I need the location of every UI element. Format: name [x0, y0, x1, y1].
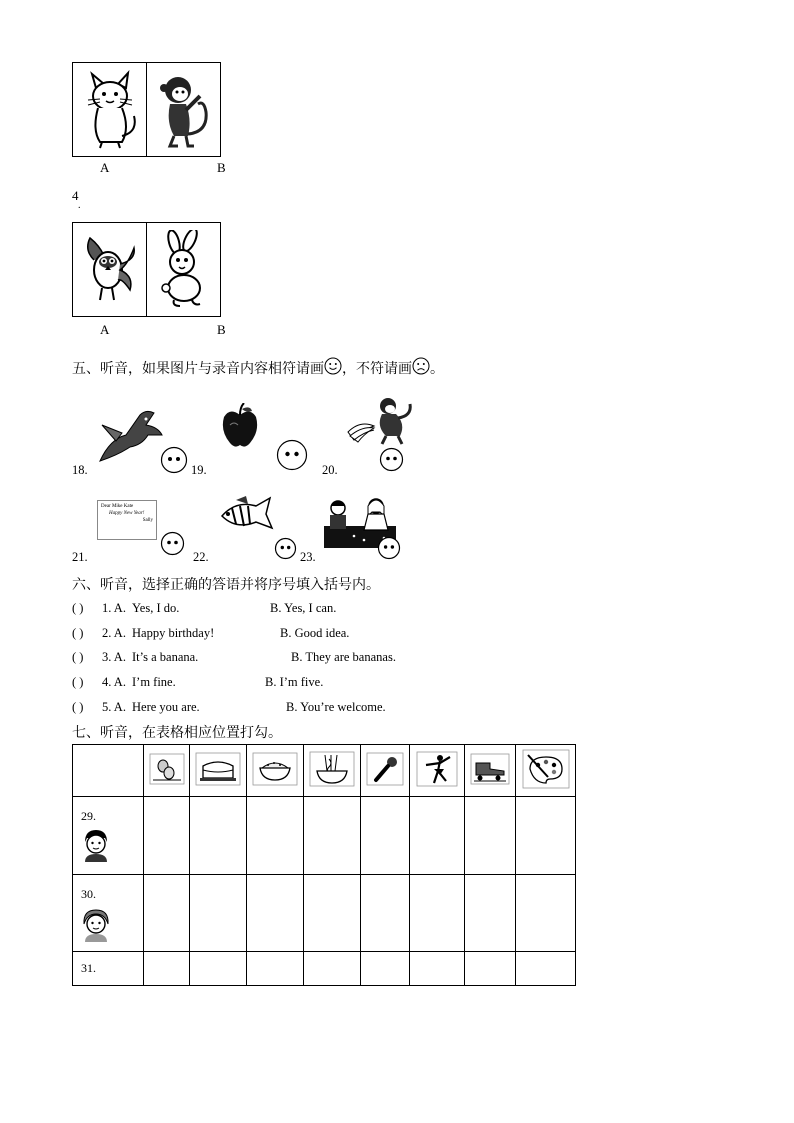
- question-4-prefix: 4. A.: [102, 675, 126, 689]
- tick-cell[interactable]: [247, 875, 304, 952]
- answer-bracket-4[interactable]: ( ): [72, 675, 84, 689]
- dancer-icon: [416, 751, 458, 787]
- part7-heading: 七、听音，在表格相应位置打勾。: [72, 725, 282, 741]
- tick-table: [72, 744, 576, 986]
- face-20[interactable]: [379, 447, 404, 472]
- question-2-option-b: B. Good idea.: [280, 626, 350, 640]
- rabbit-icon: [154, 230, 214, 310]
- tick-cell[interactable]: [516, 797, 576, 875]
- tick-cell[interactable]: [190, 797, 247, 875]
- column-header-dancer: [410, 745, 465, 797]
- tick-cell[interactable]: [304, 875, 361, 952]
- tick-cell[interactable]: [304, 797, 361, 875]
- tick-cell[interactable]: [190, 875, 247, 952]
- smiley-face-icon: [324, 357, 342, 375]
- table-header-row: [73, 745, 576, 797]
- q4-label-a: A: [100, 322, 110, 337]
- answer-bracket-1[interactable]: ( ): [72, 601, 84, 615]
- tick-cell[interactable]: [516, 875, 576, 952]
- question-5-option-b: B. You’re welcome.: [286, 700, 386, 714]
- face-21[interactable]: [160, 531, 185, 556]
- part5-heading-mid: ，不符请画: [342, 361, 412, 377]
- tick-cell[interactable]: [144, 952, 190, 986]
- tick-cell[interactable]: [465, 797, 516, 875]
- column-header-noodles: [304, 745, 361, 797]
- tick-cell[interactable]: [410, 797, 465, 875]
- question-3-prefix: 3. A.: [102, 650, 126, 664]
- tick-cell[interactable]: [190, 952, 247, 986]
- card-greeting-to: Dear Mike Kate: [101, 504, 134, 509]
- cake-icon: [195, 752, 241, 786]
- item-number-23: 23.: [300, 550, 316, 564]
- item-number-22: 22.: [193, 550, 209, 564]
- face-23[interactable]: [377, 536, 401, 560]
- table-row-29: [73, 797, 576, 875]
- tick-cell[interactable]: [144, 797, 190, 875]
- row-header-31: [73, 952, 144, 986]
- bird-icon: [80, 230, 140, 310]
- tick-cell[interactable]: [247, 952, 304, 986]
- tick-cell[interactable]: [361, 797, 410, 875]
- monkey-icon: [154, 70, 214, 150]
- row-header-29: [73, 797, 144, 875]
- boy-avatar-icon: [81, 830, 111, 862]
- table-row-31: [73, 952, 576, 986]
- part5-heading-suffix: 。: [430, 361, 444, 377]
- eggs-icon: [149, 753, 185, 785]
- skates-icon: [470, 753, 510, 785]
- question-1-prefix: 1. A.: [102, 601, 126, 615]
- monkey-bananas-icon: [346, 396, 416, 446]
- part5-heading-prefix: 五、听音，如果图片与录音内容相符请画: [72, 361, 324, 377]
- q4-number: 4: [72, 188, 79, 203]
- row-label-30: 30.: [81, 887, 96, 901]
- sad-face-icon: [412, 357, 430, 375]
- q3-label-a: A: [100, 160, 110, 175]
- tick-cell[interactable]: [465, 875, 516, 952]
- tick-cell[interactable]: [304, 952, 361, 986]
- question-1-option-a: Yes, I do.: [132, 601, 180, 615]
- q3-label-b: B: [217, 160, 226, 175]
- question-5-option-a: Here you are.: [132, 700, 200, 714]
- question-2-option-a: Happy birthday!: [132, 626, 215, 640]
- woman-avatar-icon: [81, 908, 111, 942]
- q4-picture-box: [72, 222, 221, 317]
- column-header-rice: [247, 745, 304, 797]
- q4-option-b-cell: [146, 223, 220, 316]
- q3-option-b-cell: [146, 63, 220, 156]
- rice-icon: [252, 752, 298, 786]
- item-number-20: 20.: [322, 463, 338, 477]
- tick-cell[interactable]: [144, 875, 190, 952]
- column-header-paint-palette: [516, 745, 576, 797]
- tick-cell[interactable]: [361, 952, 410, 986]
- face-18[interactable]: [160, 446, 188, 474]
- tick-cell[interactable]: [465, 952, 516, 986]
- face-19[interactable]: [276, 439, 308, 471]
- new-year-card-icon: [97, 500, 157, 540]
- q3-option-a-cell: [73, 63, 146, 156]
- question-3-option-b: B. They are bananas.: [291, 650, 396, 664]
- row-label-29: 29.: [81, 809, 96, 823]
- question-2-prefix: 2. A.: [102, 626, 126, 640]
- noodles-icon: [309, 751, 355, 787]
- part6-heading: 六、听音，选择正确的答语并将序号填入括号内。: [72, 577, 380, 593]
- q4-number-dot: .: [78, 200, 81, 211]
- item-number-19: 19.: [191, 463, 207, 477]
- card-signature: Sally: [142, 518, 153, 523]
- table-row-30: [73, 875, 576, 952]
- fish-icon: [216, 496, 274, 534]
- question-3-option-a: It’s a banana.: [132, 650, 199, 664]
- card-greeting: Happy New Year!: [109, 511, 145, 516]
- pterosaur-icon: [96, 405, 166, 467]
- tick-cell[interactable]: [247, 797, 304, 875]
- answer-bracket-5[interactable]: ( ): [72, 700, 84, 714]
- microphone-icon: [366, 752, 404, 786]
- q4-label-b: B: [217, 322, 226, 337]
- row-label-31: 31.: [81, 961, 96, 975]
- question-4-option-a: I’m fine.: [132, 675, 176, 689]
- tick-cell[interactable]: [410, 952, 465, 986]
- column-header-microphone: [361, 745, 410, 797]
- apple-icon: [220, 403, 260, 449]
- tick-cell[interactable]: [361, 875, 410, 952]
- face-22[interactable]: [274, 537, 297, 560]
- tick-cell[interactable]: [516, 952, 576, 986]
- column-header-cake: [190, 745, 247, 797]
- q4-option-a-cell: [73, 223, 146, 316]
- item-number-21: 21.: [72, 550, 88, 564]
- column-header-eggs: [144, 745, 190, 797]
- column-header-skates: [465, 745, 516, 797]
- question-1-option-b: B. Yes, I can.: [270, 601, 337, 615]
- question-5-prefix: 5. A.: [102, 700, 126, 714]
- part5-heading: [72, 357, 444, 378]
- cat-icon: [78, 70, 142, 150]
- table-corner-cell: [73, 745, 144, 797]
- row-header-30: [73, 875, 144, 952]
- tick-cell[interactable]: [410, 875, 465, 952]
- item-number-18: 18.: [72, 463, 88, 477]
- answer-bracket-3[interactable]: ( ): [72, 650, 84, 664]
- paint-palette-icon: [522, 749, 570, 789]
- answer-bracket-2[interactable]: ( ): [72, 626, 84, 640]
- q3-picture-box: [72, 62, 221, 157]
- question-4-option-b: B. I’m five.: [265, 675, 324, 689]
